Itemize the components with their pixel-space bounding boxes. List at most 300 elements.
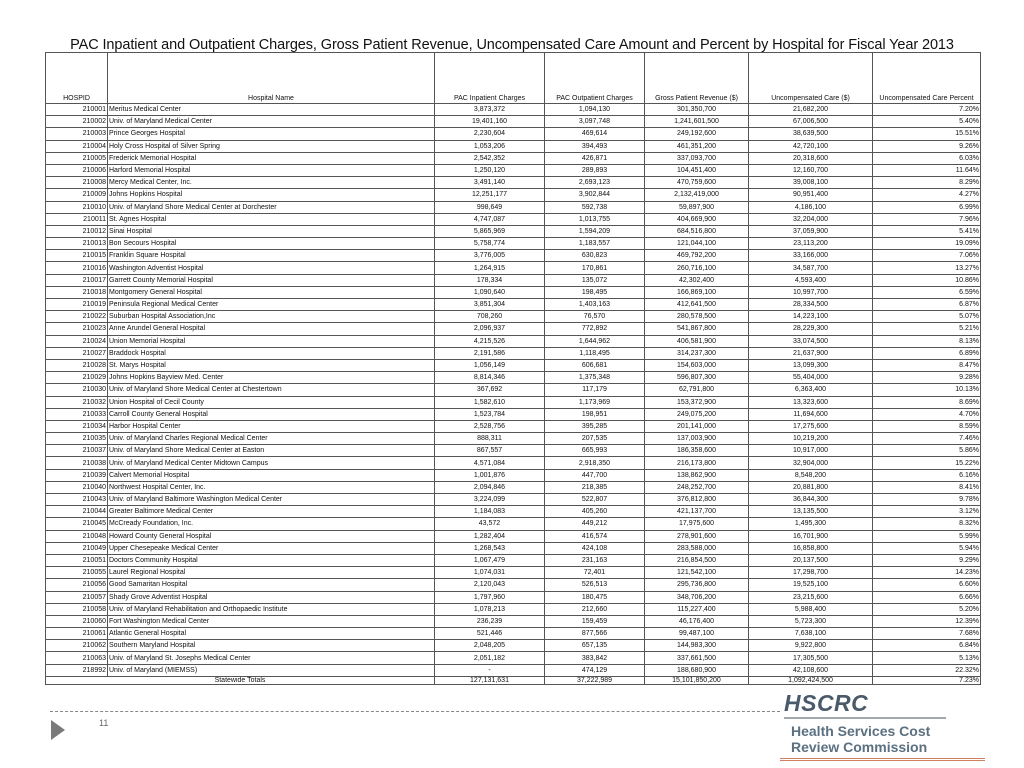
cell-pac-outpatient: 212,660: [545, 603, 645, 615]
cell-uncompensated-percent: 5.20%: [873, 603, 981, 615]
cell-gross-revenue: 249,075,200: [645, 408, 749, 420]
cell-uncompensated-percent: 3.12%: [873, 506, 981, 518]
cell-pac-inpatient: 2,048,205: [435, 640, 545, 652]
cell-uncompensated-care: 4,186,100: [749, 201, 873, 213]
cell-hospital-name: Good Samaritan Hospital: [108, 579, 435, 591]
cell-pac-inpatient: 1,067,479: [435, 554, 545, 566]
cell-pac-outpatient: 1,403,163: [545, 299, 645, 311]
cell-hospid: 210006: [46, 164, 108, 176]
cell-uncompensated-percent: 11.64%: [873, 164, 981, 176]
cell-pac-inpatient: 236,239: [435, 615, 545, 627]
cell-uncompensated-care: 21,682,200: [749, 104, 873, 116]
cell-uncompensated-percent: 14.23%: [873, 567, 981, 579]
cell-pac-inpatient: 2,051,182: [435, 652, 545, 664]
cell-uncompensated-care: 13,099,300: [749, 359, 873, 371]
cell-hospid: 210061: [46, 628, 108, 640]
table-row: [46, 335, 981, 347]
hospital-charges-table: [45, 52, 981, 685]
cell-hospital-name: Johns Hopkins Bayview Med. Center: [108, 372, 435, 384]
cell-hospid: 210063: [46, 652, 108, 664]
cell-gross-revenue: 201,141,000: [645, 420, 749, 432]
cell-gross-revenue: 144,983,300: [645, 640, 749, 652]
cell-gross-revenue: 376,812,800: [645, 494, 749, 506]
totals-uncompensated: 1,092,424,500: [749, 676, 873, 684]
cell-pac-inpatient: 1,582,610: [435, 396, 545, 408]
cell-hospital-name: Shady Grove Adventist Hospital: [108, 591, 435, 603]
cell-pac-outpatient: 1,375,348: [545, 372, 645, 384]
cell-gross-revenue: 138,862,900: [645, 469, 749, 481]
table-row: [46, 128, 981, 140]
cell-gross-revenue: 104,451,400: [645, 164, 749, 176]
cell-uncompensated-care: 17,298,700: [749, 567, 873, 579]
cell-uncompensated-care: 20,881,800: [749, 481, 873, 493]
page-number: 11: [99, 718, 109, 728]
table-row: [46, 384, 981, 396]
cell-uncompensated-care: 8,548,200: [749, 469, 873, 481]
cell-hospid: 210023: [46, 323, 108, 335]
cell-uncompensated-percent: 22.32%: [873, 664, 981, 676]
cell-pac-inpatient: -: [435, 664, 545, 676]
table-row: [46, 408, 981, 420]
cell-hospital-name: Univ. of Maryland Shore Medical Center at Dorchester: [108, 201, 435, 213]
cell-gross-revenue: 121,542,100: [645, 567, 749, 579]
cell-gross-revenue: 461,351,200: [645, 140, 749, 152]
cell-gross-revenue: 166,869,100: [645, 286, 749, 298]
cell-gross-revenue: 541,867,800: [645, 323, 749, 335]
table-row: [46, 164, 981, 176]
table-row: [46, 506, 981, 518]
cell-hospital-name: Fort Washington Medical Center: [108, 615, 435, 627]
table-row: [46, 518, 981, 530]
table-row: [46, 481, 981, 493]
cell-hospid: 210034: [46, 420, 108, 432]
cell-pac-outpatient: 383,842: [545, 652, 645, 664]
table-header-row: [46, 53, 981, 104]
cell-hospid: 210045: [46, 518, 108, 530]
cell-gross-revenue: 153,372,900: [645, 396, 749, 408]
cell-uncompensated-care: 12,160,700: [749, 164, 873, 176]
cell-uncompensated-care: 32,204,000: [749, 213, 873, 225]
cell-pac-outpatient: 522,807: [545, 494, 645, 506]
cell-pac-inpatient: 1,264,915: [435, 262, 545, 274]
cell-pac-inpatient: 998,649: [435, 201, 545, 213]
cell-uncompensated-care: 55,404,000: [749, 372, 873, 384]
cell-hospital-name: Univ. of Maryland St. Josephs Medical Center: [108, 652, 435, 664]
cell-uncompensated-care: 17,305,500: [749, 652, 873, 664]
table-row: [46, 152, 981, 164]
cell-uncompensated-percent: 6.84%: [873, 640, 981, 652]
cell-uncompensated-percent: 8.13%: [873, 335, 981, 347]
cell-pac-outpatient: 630,823: [545, 250, 645, 262]
cell-gross-revenue: 216,854,500: [645, 554, 749, 566]
table-row: [46, 530, 981, 542]
page-title: PAC Inpatient and Outpatient Charges, Gross Patient Revenue, Uncompensated Care Amount and Percent by Hospital for Fiscal Year 2013: [70, 37, 954, 53]
cell-hospital-name: Frederick Memorial Hospital: [108, 152, 435, 164]
table-row: [46, 664, 981, 676]
cell-uncompensated-care: 7,638,100: [749, 628, 873, 640]
cell-hospital-name: Union Hospital of Cecil County: [108, 396, 435, 408]
cell-uncompensated-care: 32,904,000: [749, 457, 873, 469]
table-row: [46, 554, 981, 566]
totals-inpatient: 127,131,631: [435, 676, 545, 684]
cell-pac-outpatient: 2,693,123: [545, 177, 645, 189]
cell-hospital-name: Laurel Regional Hospital: [108, 567, 435, 579]
cell-pac-inpatient: 1,268,543: [435, 542, 545, 554]
table-row: [46, 274, 981, 286]
cell-pac-inpatient: 2,542,352: [435, 152, 545, 164]
cell-gross-revenue: 248,252,700: [645, 481, 749, 493]
cell-gross-revenue: 249,192,600: [645, 128, 749, 140]
cell-hospid: 210027: [46, 347, 108, 359]
cell-uncompensated-percent: 6.89%: [873, 347, 981, 359]
cell-pac-inpatient: 1,078,213: [435, 603, 545, 615]
cell-uncompensated-care: 16,858,800: [749, 542, 873, 554]
cell-hospital-name: Howard County General Hospital: [108, 530, 435, 542]
cell-gross-revenue: 260,716,100: [645, 262, 749, 274]
cell-hospital-name: Harbor Hospital Center: [108, 420, 435, 432]
totals-percent: 7.23%: [873, 676, 981, 684]
cell-uncompensated-percent: 6.87%: [873, 299, 981, 311]
table-row: [46, 420, 981, 432]
table-row: [46, 640, 981, 652]
cell-pac-inpatient: 12,251,177: [435, 189, 545, 201]
cell-pac-inpatient: 8,814,346: [435, 372, 545, 384]
cell-pac-outpatient: 198,951: [545, 408, 645, 420]
cell-hospid: 210019: [46, 299, 108, 311]
cell-gross-revenue: 295,736,800: [645, 579, 749, 591]
cell-pac-inpatient: 4,747,087: [435, 213, 545, 225]
cell-hospital-name: Univ. of Maryland Baltimore Washington Medical Center: [108, 494, 435, 506]
cell-uncompensated-percent: 8.29%: [873, 177, 981, 189]
cell-uncompensated-care: 21,637,900: [749, 347, 873, 359]
cell-pac-outpatient: 405,260: [545, 506, 645, 518]
cell-hospid: 210010: [46, 201, 108, 213]
cell-gross-revenue: 283,588,000: [645, 542, 749, 554]
cell-pac-inpatient: 178,334: [435, 274, 545, 286]
cell-pac-outpatient: 606,681: [545, 359, 645, 371]
cell-gross-revenue: 348,706,200: [645, 591, 749, 603]
table-row: [46, 372, 981, 384]
cell-hospid: 210013: [46, 238, 108, 250]
cell-pac-outpatient: 1,173,969: [545, 396, 645, 408]
cell-pac-outpatient: 289,893: [545, 164, 645, 176]
table-row: [46, 652, 981, 664]
cell-uncompensated-percent: 8.47%: [873, 359, 981, 371]
cell-pac-outpatient: 198,495: [545, 286, 645, 298]
cell-pac-inpatient: 2,528,756: [435, 420, 545, 432]
cell-gross-revenue: 59,897,900: [645, 201, 749, 213]
cell-uncompensated-care: 10,997,700: [749, 286, 873, 298]
cell-pac-inpatient: 521,446: [435, 628, 545, 640]
cell-hospid: 210022: [46, 311, 108, 323]
cell-uncompensated-care: 39,008,100: [749, 177, 873, 189]
cell-uncompensated-care: 5,723,300: [749, 615, 873, 627]
cell-hospital-name: Univ. of Maryland Shore Medical Center at Chestertown: [108, 384, 435, 396]
cell-uncompensated-care: 37,059,900: [749, 225, 873, 237]
cell-pac-inpatient: 1,282,404: [435, 530, 545, 542]
cell-gross-revenue: 137,003,900: [645, 433, 749, 445]
cell-uncompensated-care: 13,135,500: [749, 506, 873, 518]
cell-hospital-name: Univ. of Maryland Rehabilitation and Orthopaedic Institute: [108, 603, 435, 615]
cell-uncompensated-percent: 7.06%: [873, 250, 981, 262]
cell-hospital-name: Univ. of Maryland Medical Center Midtown Campus: [108, 457, 435, 469]
cell-gross-revenue: 421,137,700: [645, 506, 749, 518]
cell-pac-inpatient: 1,184,083: [435, 506, 545, 518]
cell-hospid: 210001: [46, 104, 108, 116]
cell-pac-outpatient: 447,700: [545, 469, 645, 481]
cell-hospid: 210048: [46, 530, 108, 542]
cell-hospital-name: Peninsula Regional Medical Center: [108, 299, 435, 311]
logo-abbreviation: HSCRC: [784, 690, 869, 716]
cell-uncompensated-percent: 9.28%: [873, 372, 981, 384]
cell-uncompensated-care: 11,694,600: [749, 408, 873, 420]
cell-gross-revenue: 412,641,500: [645, 299, 749, 311]
cell-gross-revenue: 121,044,100: [645, 238, 749, 250]
cell-uncompensated-percent: 6.66%: [873, 591, 981, 603]
cell-uncompensated-care: 42,720,100: [749, 140, 873, 152]
table-row: [46, 201, 981, 213]
cell-pac-inpatient: 1,250,120: [435, 164, 545, 176]
cell-hospital-name: Greater Baltimore Medical Center: [108, 506, 435, 518]
cell-uncompensated-percent: 8.41%: [873, 481, 981, 493]
cell-hospid: 210062: [46, 640, 108, 652]
cell-uncompensated-percent: 5.86%: [873, 445, 981, 457]
table-row: [46, 347, 981, 359]
cell-uncompensated-percent: 4.27%: [873, 189, 981, 201]
cell-hospid: 210005: [46, 152, 108, 164]
table-row: [46, 445, 981, 457]
cell-hospital-name: Suburban Hospital Association,Inc: [108, 311, 435, 323]
cell-hospid: 210057: [46, 591, 108, 603]
cell-pac-outpatient: 449,212: [545, 518, 645, 530]
cell-uncompensated-care: 13,323,600: [749, 396, 873, 408]
cell-pac-inpatient: 4,571,084: [435, 457, 545, 469]
cell-hospid: 210051: [46, 554, 108, 566]
cell-pac-outpatient: 180,475: [545, 591, 645, 603]
cell-hospid: 210033: [46, 408, 108, 420]
cell-uncompensated-care: 38,639,500: [749, 128, 873, 140]
table-row: [46, 262, 981, 274]
cell-pac-outpatient: 394,493: [545, 140, 645, 152]
cell-gross-revenue: 337,661,500: [645, 652, 749, 664]
cell-gross-revenue: 62,791,800: [645, 384, 749, 396]
cell-uncompensated-percent: 5.94%: [873, 542, 981, 554]
cell-hospital-name: Washington Adventist Hospital: [108, 262, 435, 274]
cell-pac-outpatient: 657,135: [545, 640, 645, 652]
cell-hospital-name: Mercy Medical Center, Inc.: [108, 177, 435, 189]
cell-uncompensated-percent: 9.29%: [873, 554, 981, 566]
cell-hospital-name: Southern Maryland Hospital: [108, 640, 435, 652]
cell-uncompensated-percent: 12.39%: [873, 615, 981, 627]
cell-pac-outpatient: 416,574: [545, 530, 645, 542]
cell-pac-inpatient: 367,692: [435, 384, 545, 396]
cell-uncompensated-care: 20,318,600: [749, 152, 873, 164]
cell-pac-inpatient: 2,094,846: [435, 481, 545, 493]
cell-hospital-name: St. Marys Hospital: [108, 359, 435, 371]
cell-uncompensated-care: 19,525,100: [749, 579, 873, 591]
cell-hospid: 218992: [46, 664, 108, 676]
cell-pac-outpatient: 474,129: [545, 664, 645, 676]
cell-pac-inpatient: 5,758,774: [435, 238, 545, 250]
cell-uncompensated-care: 16,701,900: [749, 530, 873, 542]
cell-pac-inpatient: 3,873,372: [435, 104, 545, 116]
cell-uncompensated-percent: 10.13%: [873, 384, 981, 396]
cell-hospital-name: Northwest Hospital Center, Inc.: [108, 481, 435, 493]
table-row: [46, 104, 981, 116]
hscrc-logo: [784, 690, 984, 760]
cell-gross-revenue: 46,176,400: [645, 615, 749, 627]
cell-hospital-name: Johns Hopkins Hospital: [108, 189, 435, 201]
cell-gross-revenue: 216,173,800: [645, 457, 749, 469]
cell-gross-revenue: 2,132,419,000: [645, 189, 749, 201]
cell-hospital-name: Garrett County Memorial Hospital: [108, 274, 435, 286]
cell-pac-inpatient: 2,230,604: [435, 128, 545, 140]
table-row: [46, 469, 981, 481]
table-row: [46, 567, 981, 579]
cell-pac-inpatient: 3,851,304: [435, 299, 545, 311]
cell-uncompensated-percent: 5.40%: [873, 116, 981, 128]
logo-line-1: Health Services Cost: [791, 723, 931, 739]
table-row: [46, 311, 981, 323]
cell-uncompensated-care: 67,006,500: [749, 116, 873, 128]
cell-uncompensated-percent: 7.20%: [873, 104, 981, 116]
cell-uncompensated-percent: 15.51%: [873, 128, 981, 140]
totals-row: [46, 676, 981, 684]
cell-hospital-name: Univ. of Maryland Medical Center: [108, 116, 435, 128]
cell-hospid: 210004: [46, 140, 108, 152]
cell-pac-inpatient: 1,797,960: [435, 591, 545, 603]
cell-pac-inpatient: 1,053,206: [435, 140, 545, 152]
cell-hospid: 210055: [46, 567, 108, 579]
cell-hospital-name: Meritus Medical Center: [108, 104, 435, 116]
cell-pac-outpatient: 772,892: [545, 323, 645, 335]
cell-hospital-name: McCready Foundation, Inc.: [108, 518, 435, 530]
cell-gross-revenue: 406,581,900: [645, 335, 749, 347]
cell-pac-outpatient: 1,118,495: [545, 347, 645, 359]
cell-pac-outpatient: 426,871: [545, 152, 645, 164]
cell-hospid: 210040: [46, 481, 108, 493]
header-hospid: HOSPID: [46, 53, 108, 104]
cell-pac-outpatient: 469,614: [545, 128, 645, 140]
cell-uncompensated-percent: 9.26%: [873, 140, 981, 152]
cell-gross-revenue: 278,901,600: [645, 530, 749, 542]
table-row: [46, 238, 981, 250]
cell-gross-revenue: 337,093,700: [645, 152, 749, 164]
cell-uncompensated-percent: 5.07%: [873, 311, 981, 323]
cell-hospital-name: Univ. of Maryland Shore Medical Center at Easton: [108, 445, 435, 457]
cell-gross-revenue: 314,237,300: [645, 347, 749, 359]
table-row: [46, 250, 981, 262]
cell-uncompensated-percent: 5.99%: [873, 530, 981, 542]
cell-pac-outpatient: 1,094,130: [545, 104, 645, 116]
cell-hospital-name: Montgomery General Hospital: [108, 286, 435, 298]
cell-hospid: 210009: [46, 189, 108, 201]
cell-uncompensated-percent: 7.96%: [873, 213, 981, 225]
table-row: [46, 359, 981, 371]
cell-hospid: 210030: [46, 384, 108, 396]
cell-uncompensated-care: 1,495,300: [749, 518, 873, 530]
cell-pac-inpatient: 708,260: [435, 311, 545, 323]
table-row: [46, 140, 981, 152]
cell-pac-inpatient: 5,865,969: [435, 225, 545, 237]
cell-pac-outpatient: 207,535: [545, 433, 645, 445]
cell-gross-revenue: 17,975,600: [645, 518, 749, 530]
cell-pac-inpatient: 1,001,876: [435, 469, 545, 481]
table-row: [46, 177, 981, 189]
cell-hospid: 210056: [46, 579, 108, 591]
cell-uncompensated-care: 33,074,500: [749, 335, 873, 347]
totals-gross-revenue: 15,101,850,200: [645, 676, 749, 684]
cell-hospital-name: Harford Memorial Hospital: [108, 164, 435, 176]
table-row: [46, 299, 981, 311]
table-row: [46, 189, 981, 201]
cell-gross-revenue: 188,680,900: [645, 664, 749, 676]
cell-hospital-name: Anne Arundel General Hospital: [108, 323, 435, 335]
cell-hospid: 210032: [46, 396, 108, 408]
cell-hospid: 210018: [46, 286, 108, 298]
cell-hospid: 210016: [46, 262, 108, 274]
header-gross-revenue: Gross Patient Revenue ($): [645, 53, 749, 104]
cell-uncompensated-care: 10,917,000: [749, 445, 873, 457]
cell-gross-revenue: 1,241,601,500: [645, 116, 749, 128]
play-triangle-icon[interactable]: [51, 720, 65, 740]
table-row: [46, 457, 981, 469]
cell-pac-inpatient: 2,191,586: [435, 347, 545, 359]
cell-uncompensated-percent: 5.21%: [873, 323, 981, 335]
cell-uncompensated-care: 6,363,400: [749, 384, 873, 396]
cell-uncompensated-percent: 19.09%: [873, 238, 981, 250]
cell-pac-outpatient: 3,097,748: [545, 116, 645, 128]
cell-uncompensated-percent: 10.86%: [873, 274, 981, 286]
cell-pac-outpatient: 231,163: [545, 554, 645, 566]
header-pac-outpatient: PAC Outpatient Charges: [545, 53, 645, 104]
cell-uncompensated-percent: 8.69%: [873, 396, 981, 408]
logo-line-2: Review Commission: [791, 739, 928, 755]
cell-gross-revenue: 186,358,600: [645, 445, 749, 457]
cell-uncompensated-percent: 9.78%: [873, 494, 981, 506]
table-row: [46, 213, 981, 225]
cell-pac-outpatient: 877,566: [545, 628, 645, 640]
cell-hospital-name: Univ. of Maryland Charles Regional Medical Center: [108, 433, 435, 445]
cell-uncompensated-care: 33,166,000: [749, 250, 873, 262]
header-uncompensated-percent: Uncompensated Care Percent: [873, 53, 981, 104]
cell-hospid: 210029: [46, 372, 108, 384]
cell-hospid: 210024: [46, 335, 108, 347]
table-row: [46, 542, 981, 554]
cell-pac-inpatient: 4,215,526: [435, 335, 545, 347]
cell-hospid: 210012: [46, 225, 108, 237]
header-pac-inpatient: PAC Inpatient Charges: [435, 53, 545, 104]
cell-gross-revenue: 115,227,400: [645, 603, 749, 615]
cell-hospid: 210003: [46, 128, 108, 140]
cell-uncompensated-percent: 6.59%: [873, 286, 981, 298]
cell-pac-outpatient: 72,401: [545, 567, 645, 579]
cell-pac-inpatient: 1,523,784: [435, 408, 545, 420]
cell-hospid: 210039: [46, 469, 108, 481]
cell-pac-inpatient: 3,491,140: [435, 177, 545, 189]
cell-hospital-name: St. Agnes Hospital: [108, 213, 435, 225]
table-row: [46, 494, 981, 506]
cell-pac-inpatient: 888,311: [435, 433, 545, 445]
cell-hospid: 210058: [46, 603, 108, 615]
cell-hospid: 210037: [46, 445, 108, 457]
cell-gross-revenue: 99,487,100: [645, 628, 749, 640]
cell-uncompensated-care: 90,951,400: [749, 189, 873, 201]
cell-uncompensated-percent: 8.59%: [873, 420, 981, 432]
cell-pac-outpatient: 159,459: [545, 615, 645, 627]
totals-outpatient: 37,222,989: [545, 676, 645, 684]
cell-hospital-name: Bon Secours Hospital: [108, 238, 435, 250]
